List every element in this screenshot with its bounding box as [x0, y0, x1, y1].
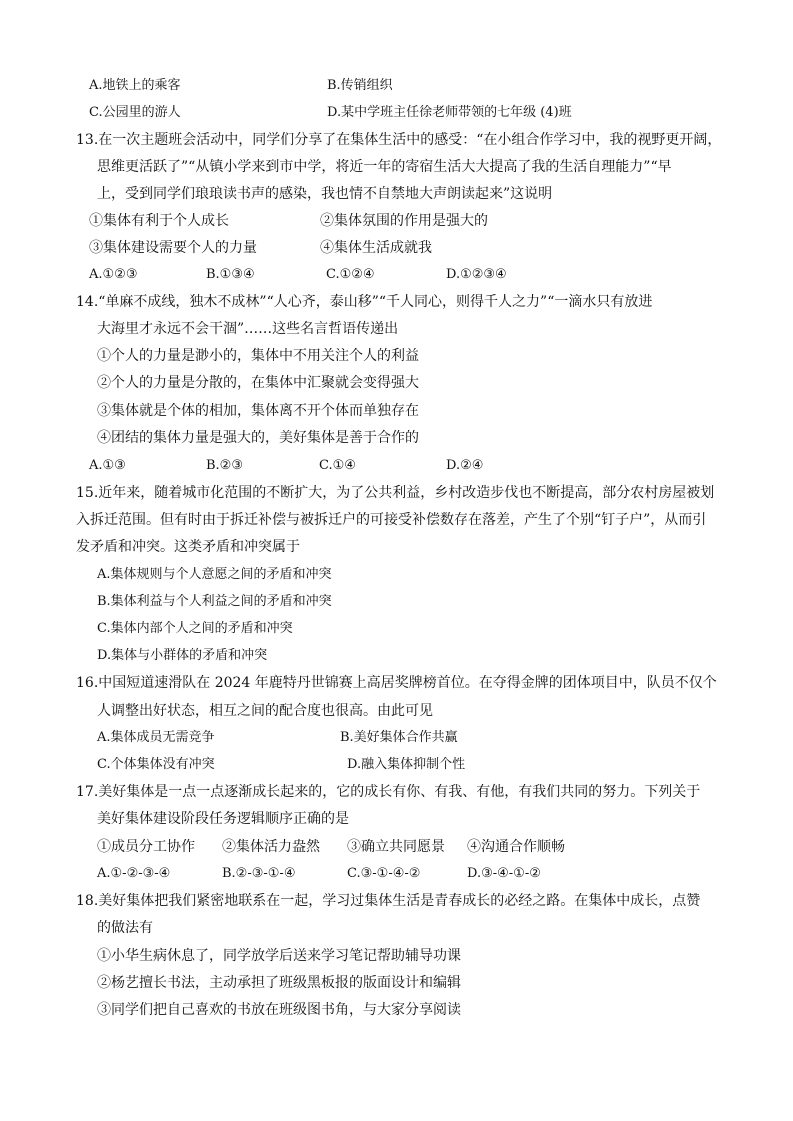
q12-option-c: C.公园里的游人 — [89, 105, 181, 120]
q17-statement-1: ①成员分工协作 — [97, 839, 195, 855]
q13-statement-2: ②集体氛围的作用是强大的 — [320, 213, 488, 229]
q13-stem-line-2: 思维更活跃了”“从镇小学来到市中学，将近一年的寄宿生活大大提高了我的生活自理能力”“早 — [97, 159, 672, 175]
q17-statement-3: ③确立共同愿景 — [347, 839, 445, 855]
q16-option-b: B.美好集体合作共赢 — [340, 730, 458, 745]
q15-option-d: D.集体与小群体的矛盾和冲突 — [97, 648, 268, 663]
q13-stem-line-1: 13.在一次主题班会活动中，同学们分享了在集体生活中的感受：“在小组合作学习中，我的视野更开阔， — [76, 132, 722, 148]
q14-option-d: D.②④ — [446, 458, 484, 473]
q17-option-c: C.③-①-④-② — [347, 866, 421, 881]
q14-statement-3: ③集体就是个体的相加，集体离不开个体而单独存在 — [97, 403, 419, 419]
q14-statement-4: ④团结的集体力量是强大的，美好集体是善于合作的 — [97, 430, 419, 446]
q17-option-a: A.①-②-③-④ — [97, 866, 171, 881]
q17-option-b: B.②-③-①-④ — [222, 866, 296, 881]
q14-statement-2: ②个人的力量是分散的，在集体中汇聚就会变得强大 — [97, 375, 419, 391]
q16-option-a: A.集体成员无需竞争 — [97, 730, 215, 745]
q15-option-a: A.集体规则与个人意愿之间的矛盾和冲突 — [97, 567, 332, 582]
q12-option-b: B.传销组织 — [327, 78, 393, 93]
q15-stem-line-1: 15.近年来，随着城市化范围的不断扩大，为了公共利益，乡村改造步伐也不断提高，部分农村房屋被划 — [76, 485, 715, 501]
q13-statement-4: ④集体生活成就我 — [320, 240, 432, 256]
q18-stem-line-2: 的做法有 — [97, 920, 153, 936]
q16-stem-line-2: 人调整出好状态，相互之间的配合度也很高。由此可见 — [97, 703, 433, 719]
q16-stem-line-1: 16.中国短道速滑队在 2024 年鹿特丹世锦赛上高居奖牌榜首位。在夺得金牌的团体项目中，队员不仅个 — [76, 675, 717, 691]
q18-statement-2: ②杨艺擅长书法，主动承担了班级黑板报的版面设计和编辑 — [97, 975, 461, 991]
q18-statement-3: ③同学们把自己喜欢的书放在班级图书角，与大家分享阅读 — [97, 1002, 461, 1018]
q13-statement-3: ③集体建设需要个人的力量 — [89, 240, 257, 256]
q18-statement-1: ①小华生病休息了，同学放学后送来学习笔记帮助辅导功课 — [97, 948, 461, 964]
q15-stem-line-3: 发矛盾和冲突。这类矛盾和冲突属于 — [76, 539, 300, 555]
q14-stem-line-1: 14.“单麻不成线，独木不成林”“人心齐，泰山移”“千人同心，则得千人之力”“一滴水只有放进 — [76, 294, 653, 310]
q12-option-a: A.地铁上的乘客 — [89, 78, 181, 93]
q13-option-a: A.①②③ — [89, 267, 138, 282]
q16-option-d: D.融入集体抑制个性 — [347, 757, 466, 772]
q15-option-c: C.集体内部个人之间的矛盾和冲突 — [97, 621, 293, 636]
q13-statement-1: ①集体有利于个人成长 — [89, 213, 229, 229]
q15-option-b: B.集体利益与个人利益之间的矛盾和冲突 — [97, 594, 332, 609]
q12-option-d: D.某中学班主任徐老师带领的七年级 (4)班 — [327, 105, 572, 120]
q17-option-d: D.③-④-①-② — [467, 866, 541, 881]
q18-stem-line-1: 18.美好集体把我们紧密地联系在一起，学习过集体生活是青春成长的必经之路。在集体中成长，点赞 — [76, 893, 701, 909]
q17-statement-2: ②集体活力盎然 — [222, 839, 320, 855]
q17-statement-4: ④沟通合作顺畅 — [467, 839, 565, 855]
q14-option-b: B.②③ — [206, 458, 243, 473]
q14-option-c: C.①④ — [319, 458, 356, 473]
q14-stem-line-2: 大海里才永远不会干涸”……这些名言哲语传递出 — [97, 321, 399, 337]
q14-option-a: A.①③ — [89, 458, 126, 473]
q17-stem-line-1: 17.美好集体是一点一点逐渐成长起来的，它的成长有你、有我、有他，有我们共同的努力。下列关于 — [76, 784, 701, 800]
q13-option-d: D.①②③④ — [446, 267, 507, 282]
q13-stem-line-3: 上，受到同学们琅琅读书声的感染，我也情不自禁地大声朗读起来”这说明 — [97, 186, 553, 202]
q13-option-c: C.①②④ — [326, 267, 375, 282]
q17-stem-line-2: 美好集体建设阶段任务逻辑顺序正确的是 — [97, 811, 349, 827]
q13-option-b: B.①③④ — [206, 267, 255, 282]
q14-statement-1: ①个人的力量是渺小的，集体中不用关注个人的利益 — [97, 348, 419, 364]
q15-stem-line-2: 入拆迁范围。但有时由于拆迁补偿与被拆迁户的可接受补偿数存在落差，产生了个别“钉子户”，从而引 — [76, 512, 707, 528]
q16-option-c: C.个体集体没有冲突 — [97, 757, 215, 772]
